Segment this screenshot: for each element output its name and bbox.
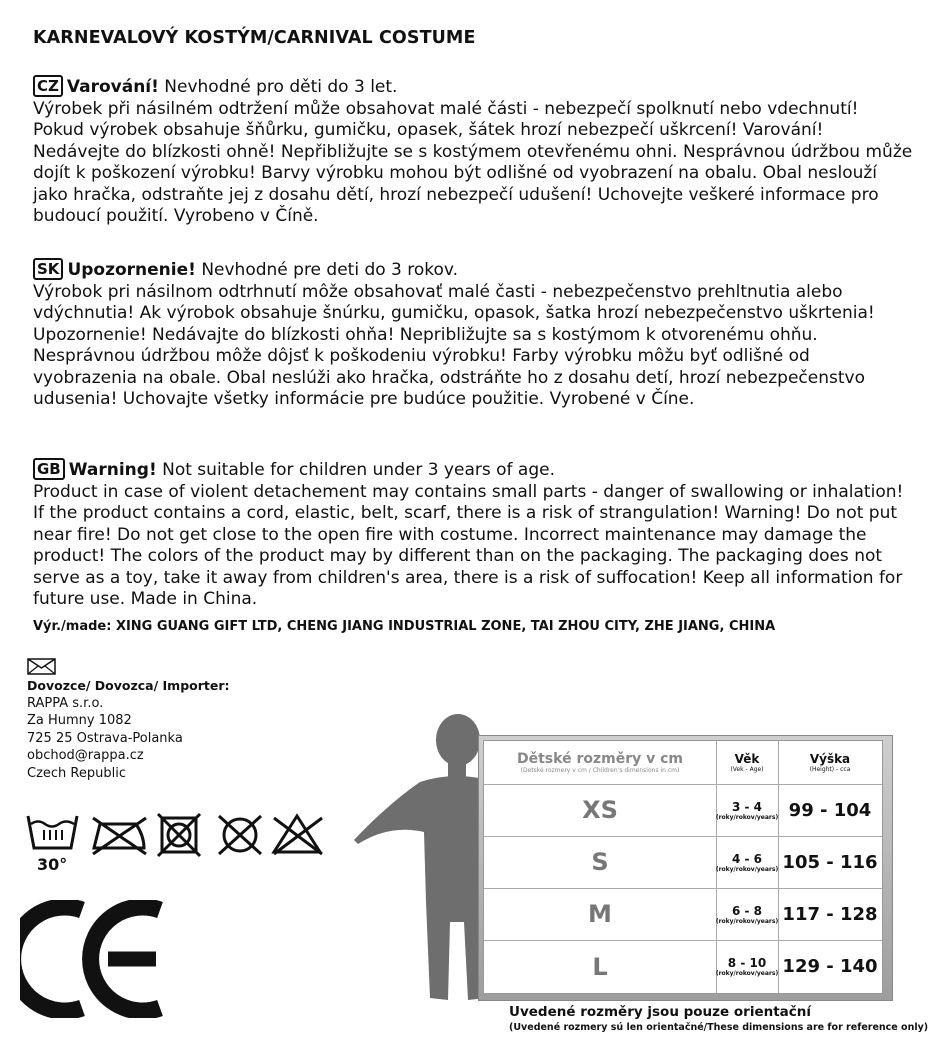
age-header-title: Věk <box>734 752 760 766</box>
height-cell: 99 - 104 <box>788 799 872 821</box>
age-value: 8 - 10 <box>727 956 767 970</box>
importer-email: obchod@rappa.cz <box>27 748 144 763</box>
age-cell <box>716 888 778 940</box>
importer-line: 725 25 Ostrava-Polanka <box>27 730 183 746</box>
no-bleach-icon <box>270 810 326 858</box>
size-cell: L <box>592 952 608 981</box>
warning-body: Product in case of violent detachement may contains small parts - danger of swallowing or inhalation! If the product contains a cord, elastic, belt, scarf, there is a risk of strangulation! Warning! Do not put near fire! Do not get close to the open fire with costume. Incorrect maintenance may damage the product! The colors of the product may by different than on the packaging. The packaging does not serve as a toy, take it away from children's area, there is a risk of suffocation! Keep all information for future use. Made in China. <box>33 481 904 609</box>
warning-section-cz <box>33 75 913 228</box>
size-header-subtitle: (Detské rozmery v cm / Children's dimensions in cm) <box>520 767 680 774</box>
age-warning: Nevhodné pre deti do 3 rokov. <box>201 260 459 280</box>
age-warning: Nevhodné pro děti do 3 let. <box>164 77 398 97</box>
age-unit: (roky/rokov/years) <box>715 865 779 873</box>
age-header <box>716 741 778 784</box>
language-badge-sk: SK <box>33 258 63 280</box>
warning-heading: Warning! <box>68 460 157 480</box>
size-header <box>484 741 716 784</box>
warning-heading: Varování! <box>66 77 159 97</box>
size-header-title: Dětské rozměry v cm <box>517 751 683 767</box>
warning-heading: Upozornenie! <box>67 260 196 280</box>
size-note-translation: (Uvedené rozmery sú len orientačné/These dimensions are for reference only) <box>509 1022 929 1033</box>
height-header <box>778 741 882 784</box>
envelope-icon <box>27 658 57 676</box>
warning-body: Výrobek při násilném odtržení může obsahovat malé části - nebezpečí spolknutí nebo vdechnutí! Pokud výrobek obsahuje šňůrku, gumičku, opasek, šátek hrozí nebezpečí uškrcení! Varování! Nedávejte do blízkosti ohně! Nepřibližujte se s kostýmem otevřenému ohni. Nesprávnou údržbou může dojít k poškození výrobku! Barvy výrobku mohou být odlišné od vyobrazení na obalu. Obal neslouží jako hračka, odstraňte jej z dosahu dětí, hrozí nebezpečí udušení! Uchovejte veškeré informace pro budoucí použití. Vyrobeno v Číně. <box>33 98 913 226</box>
age-unit: (roky/rokov/years) <box>715 813 779 821</box>
importer-heading: Dovozce/ Dovozca/ Importer: <box>27 678 230 693</box>
importer-line: Za Humny 1082 <box>27 713 132 728</box>
age-cell <box>716 836 778 888</box>
height-cell: 129 - 140 <box>782 956 878 977</box>
no-iron-icon <box>90 814 150 858</box>
importer-line: Czech Republic <box>27 765 126 781</box>
importer-block <box>27 677 230 782</box>
importer-line: RAPPA s.r.o. <box>27 695 104 711</box>
age-unit: (roky/rokov/years) <box>715 970 779 977</box>
ce-mark-icon <box>20 900 170 1018</box>
age-unit: (roky/rokov/years) <box>715 917 779 925</box>
age-cell <box>716 940 778 993</box>
height-header-subtitle: (Height) - cca <box>809 766 851 773</box>
height-cell: 117 - 128 <box>782 903 878 925</box>
size-cell: S <box>591 848 609 876</box>
wash-temperature: 30° <box>37 855 68 874</box>
warning-section-sk <box>33 258 913 411</box>
age-cell <box>716 784 778 836</box>
language-badge-gb: GB <box>33 458 65 480</box>
warning-body: Výrobok pri násilnom odtrhnutí môže obsahovať malé časti - nebezpečenstvo prehltnutia alebo vdýchnutia! Ak výrobok obsahuje šnúrku, gumičku, opasok, šatka hrozí nebezpečenstvo uškrtenia! Upozornenie! Nedávajte do blízkosti ohňa! Nepribližujte sa s kostýmom k otvorenému ohňu. Nesprávnou údržbou môže dôjsť k poškodeniu výrobku! Farby výrobku môžu byť odlišné od vyobrazenia na obale. Obal neslúži ako hračka, odstráňte ho z dosahu detí, hrozí nebezpečenstvo udusenia! Uchovajte všetky informácie pre budúce použitie. Vyrobené v Číne. <box>33 281 875 409</box>
age-value: 3 - 4 <box>731 799 763 814</box>
age-warning: Not suitable for children under 3 years of age. <box>162 460 555 480</box>
no-tumble-dry-icon <box>156 812 206 858</box>
no-dry-clean-icon <box>217 812 267 858</box>
language-badge-cz: CZ <box>33 75 63 97</box>
age-value: 4 - 6 <box>731 851 763 866</box>
age-header-subtitle: (Vek - Age) <box>730 766 764 773</box>
age-value: 6 - 8 <box>731 903 763 918</box>
height-header-title: Výška <box>809 752 851 766</box>
size-cell: M <box>588 900 612 928</box>
height-cell: 105 - 116 <box>782 851 878 873</box>
manufacturer-line: Výr./made: XING GUANG GIFT LTD, CHENG JIANG INDUSTRIAL ZONE, TAI ZHOU CITY, ZHE JIANG, CHINA <box>33 619 776 634</box>
document-title: KARNEVALOVÝ KOSTÝM/CARNIVAL COSTUME <box>33 28 476 48</box>
size-cell: XS <box>582 796 618 824</box>
size-table <box>478 735 893 1001</box>
warning-section-gb <box>33 458 913 611</box>
size-note: Uvedené rozměry jsou pouze orientační <box>509 1004 812 1020</box>
